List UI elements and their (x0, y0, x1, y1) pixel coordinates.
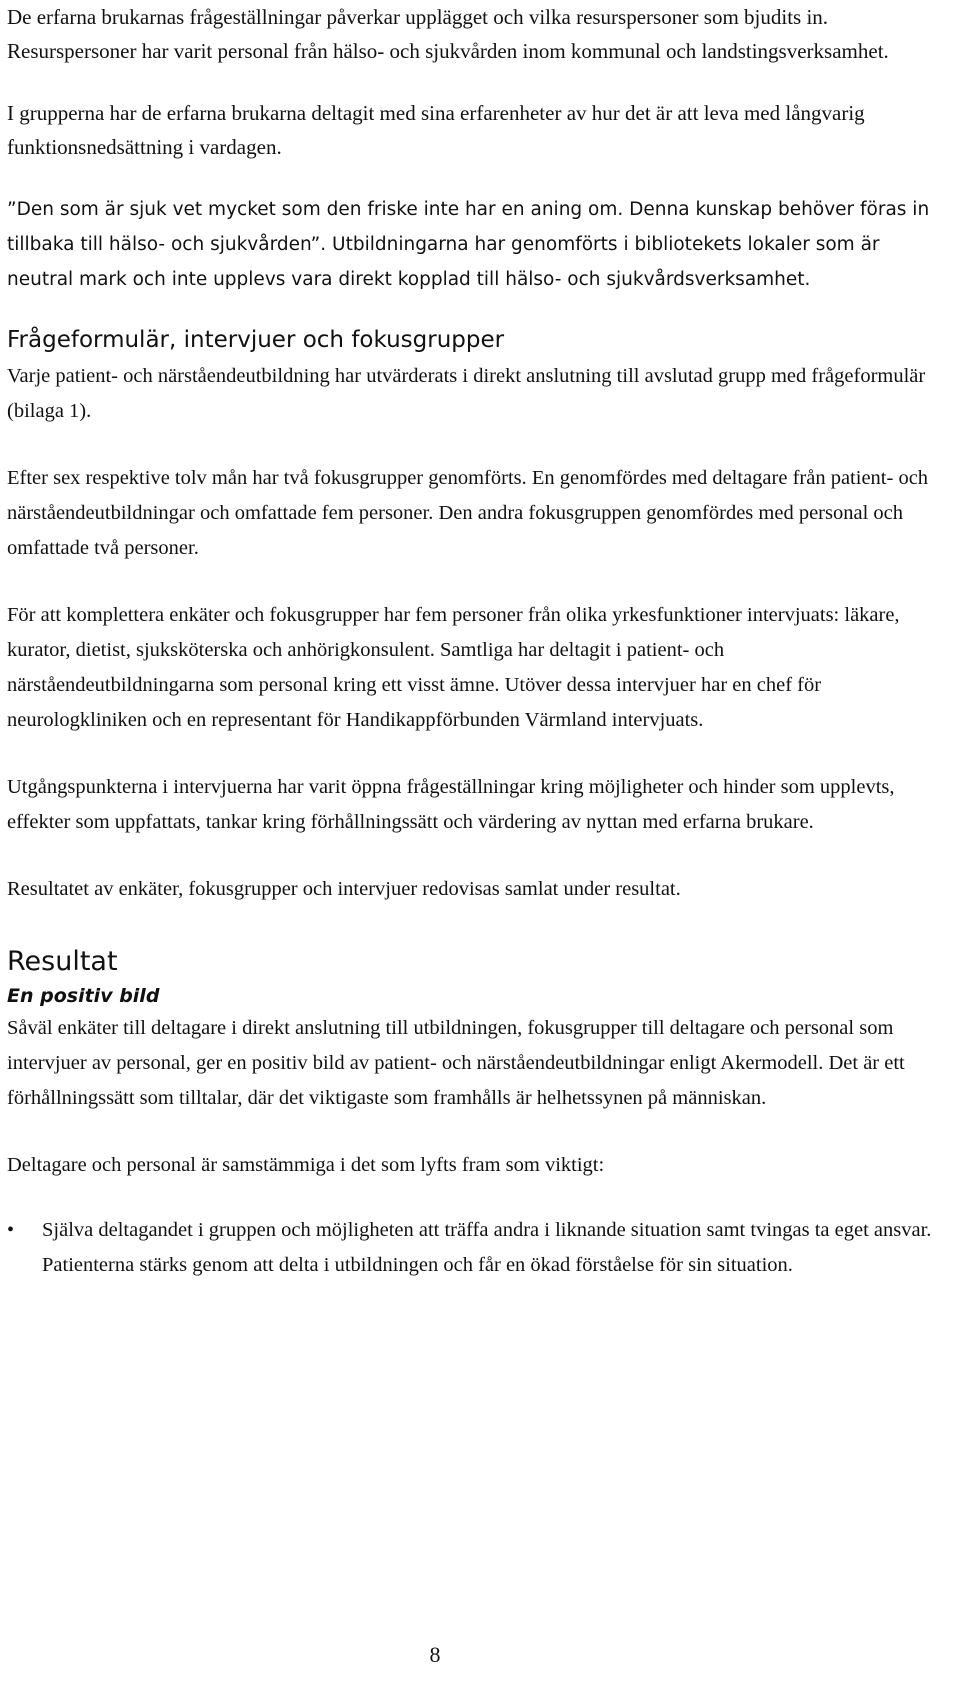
quote-followup-text: Utbildningarna har genomförts i bibliotekets lokaler som är neutral mark och inte upplevs vara direkt kopplad till hälso- och sjukvårdsverksamhet. (7, 234, 880, 290)
section1-paragraph-5: Resultatet av enkäter, fokusgrupper och intervjuer redovisas samlat under resultat. (7, 878, 681, 900)
bullet-icon: • (7, 1219, 15, 1241)
section1-paragraph-2: Efter sex respektive tolv mån har två fokusgrupper genomförts. En genomfördes med deltagare från patient- och närståendeutbildningar och omfattade fem personer. Den andra fokusgruppen genomfördes med personal och omfattade två personer. (7, 467, 929, 559)
quote-text: ”Den som är sjuk vet mycket som den friske inte har en aning om. Denna kunskap behöver föras in tillbaka till hälso- och sjukvården”. (7, 199, 930, 255)
intro-paragraph-resource-persons: De erfarna brukarnas frågeställningar påverkar upplägget och vilka resurspersoner som bjudits in. Resurspersoner har varit personal från hälso- och sjukvården inom kommunal och landstingsverksamhet. (7, 5, 889, 63)
results-paragraph-2: Deltagare och personal är samstämmiga i det som lyfts fram som viktigt: (7, 1154, 605, 1176)
quote-paragraph (7, 192, 932, 297)
section1-paragraph-4: Utgångspunkterna i intervjuerna har varit öppna frågeställningar kring möjligheter och hinder som upplevts, effekter som uppfattats, tankar kring förhållningssätt och värdering av nyttan med erfarna brukare. (7, 776, 895, 833)
intro-paragraph-groups: I grupperna har de erfarna brukarna deltagit med sina erfarenheter av hur det är att leva med långvarig funktionsnedsättning i vardagen. (7, 101, 865, 159)
list-item-text: Själva deltagandet i gruppen och möjligheten att träffa andra i liknande situation samt tvingas ta eget ansvar. Patienterna stärks genom att delta i utbildningen och får en ökad förståelse för sin situation. (42, 1219, 932, 1276)
section1-paragraph-1: Varje patient- och närståendeutbildning har utvärderats i direkt anslutning till avslutad grupp med frågeformulär (bilaga 1). (7, 365, 926, 422)
page-number: 8 (429, 1642, 441, 1667)
section-heading-results: Resultat (7, 946, 118, 977)
results-bullet-list (7, 1213, 932, 1283)
section-heading-questionnaire: Frågeformulär, intervjuer och fokusgrupper (7, 327, 505, 353)
list-item (7, 1213, 932, 1283)
subheading-positive-view: En positiv bild (7, 985, 160, 1007)
section1-paragraph-3: För att komplettera enkäter och fokusgrupper har fem personer från olika yrkesfunktioner intervjuats: läkare, kurator, dietist, sjuksköterska och anhörigkonsulent. Samtliga har deltagit i patient- och närståendeutbildningarna som personal kring ett visst ämne. Utöver dessa intervjuer har en chef för neurologkliniken och en representant för Handikappförbunden Värmland intervjuats. (7, 604, 900, 731)
results-paragraph-1: Såväl enkäter till deltagare i direkt anslutning till utbildningen, fokusgrupper till deltagare och personal som intervjuer av personal, ger en positiv bild av patient- och närståendeutbildningar enligt Akermodell. Det är ett förhållningssätt som tilltalar, där det viktigaste som framhålls är helhetssynen på människan. (7, 1017, 905, 1109)
